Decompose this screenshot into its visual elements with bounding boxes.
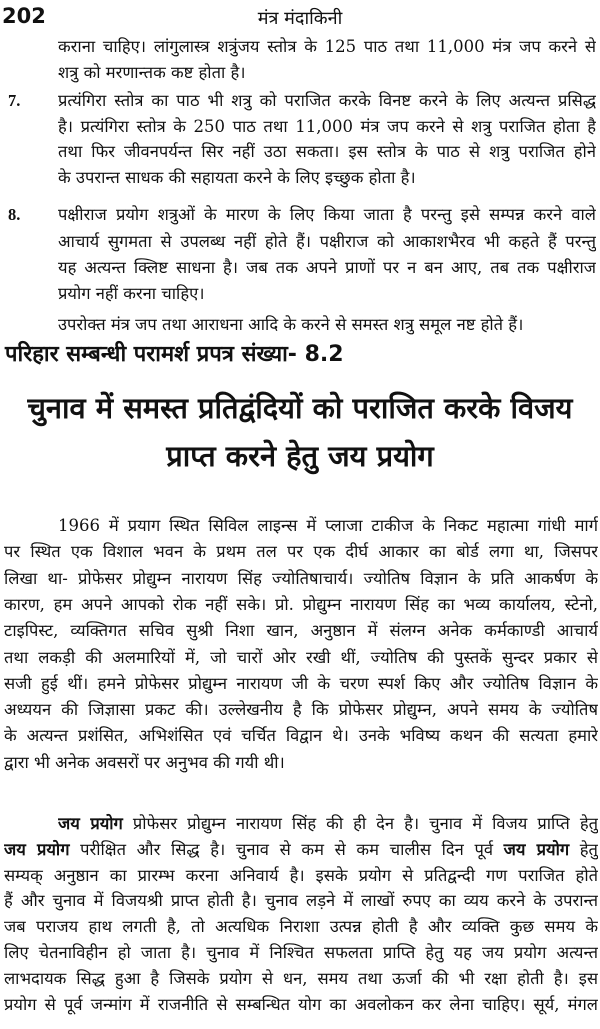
text-line	[4, 916, 598, 938]
section-heading: परिहार सम्बन्धी परामर्श प्रपत्र संख्या- 8.2	[5, 342, 344, 367]
text-segment: जब पराजय हाथ लगती है, तो अत्यधिक निराशा उत्पन्न होती है और व्यक्ति कुछ समय के	[4, 917, 598, 937]
running-title: मंत्र मंदाकिनी	[257, 8, 343, 29]
text-line: प्रत्यंगिरा स्तोत्र का पाठ भी शत्रु को पराजित करके विनष्ट करने के लिए अत्यन्त प्रसिद्ध	[58, 91, 596, 110]
text-line	[58, 813, 598, 835]
text-line: पक्षीराज प्रयोग शत्रुओं के मारण के लिए किया जाता है परन्तु इसे सम्पन्न करने वाले	[58, 205, 596, 224]
text-line: के उपरान्त साधक की सहायता करने के लिए इच्छुक होता है।	[58, 168, 416, 187]
text-line: प्रयोग नहीं करना चाहिए।	[58, 284, 205, 303]
text-line	[4, 942, 598, 964]
bold-term: जय प्रयोग	[58, 814, 123, 833]
text-line	[4, 865, 598, 887]
item-number: 7.	[8, 91, 21, 110]
text-line	[4, 994, 598, 1016]
text-line: टाइपिस्ट, व्यक्तिगत सचिव सुश्री निशा खान, अनुष्ठान में संलग्न अनेक कर्मकाण्डी आचार्य	[4, 621, 598, 641]
text-line: तथा फिर जीवनपर्यन्त सिर नहीं उठा सकता। इस स्तोत्र के पाठ से शत्रु पराजित होने	[58, 142, 596, 161]
text-segment: प्रयोग से पूर्व जन्मांग में राजनीति से सम्बन्धित योग का अवलोकन कर लेना चाहिए। सूर्य, मंगल	[4, 994, 598, 1014]
text-segment: लाभदायक सिद्ध हुआ है जिसके प्रयोग से धन, समय तथा ऊर्जा की भी रक्षा होती है। इस	[4, 968, 598, 988]
item-number: 8.	[8, 205, 21, 224]
bold-term: जय प्रयोग	[4, 839, 70, 859]
text-line: लिखा था- प्रोफेसर प्रोद्युम्न नारायण सिंह ज्योतिषाचार्य। ज्योतिष विज्ञान के प्रति आकर्षण के	[4, 568, 598, 588]
text-line	[4, 890, 598, 912]
text-segment: सम्यक् अनुष्ठान का प्रारम्भ करना अनिवार्य है। इसके प्रयोग से प्रतिद्वन्दी गण पराजित होते	[4, 865, 598, 885]
bold-term: जय प्रयोग	[503, 839, 570, 859]
text-line: आचार्य सुगमता से उपलब्ध नहीं होते हैं। पक्षीराज को आकाशभैरव भी कहते हैं परन्तु	[58, 232, 596, 251]
chapter-title-line-1: चुनाव में समस्त प्रतिद्वंदियों को पराजित करके विजय	[27, 391, 573, 425]
text-line: कारण, हम अपने आपको रोक नहीं सके। प्रो. प्रोद्युम्न नारायण सिंह का भव्य कार्यालय, स्टेनो,	[4, 594, 598, 614]
text-line: तथा लकड़ी की अलमारियों में, जो चारों ओर रखी थीं, ज्योतिष की पुस्तकें सुन्दर प्रकार से	[4, 647, 598, 667]
text-segment: हेतु	[569, 839, 598, 859]
text-segment: परीक्षित और सिद्ध है। चुनाव से कम से कम चालीस दिन पूर्व	[69, 839, 504, 859]
text-line: यह अत्यन्त क्लिष्ट साधना है। जब तक अपने प्राणों पर न बन आए, तब तक पक्षीराज	[58, 258, 596, 277]
text-segment: प्रोफेसर प्रोद्युम्न नारायण सिंह की ही देन है। चुनाव में विजय प्राप्ति हेतु	[122, 814, 598, 833]
text-segment: लिए चेतनाविहीन हो जाता है। चुनाव में निश्चित सफलता प्राप्ति हेतु यह जय प्रयोग अत्यन्त	[4, 943, 598, 962]
text-line: कराना चाहिए। लांगुलास्त्र शत्रुंजय स्तोत्र के 125 पाठ तथा 11,000 मंत्र जप करने से	[58, 37, 596, 56]
text-line: पर स्थित एक विशाल भवन के प्रथम तल पर एक दीर्घ आकार का बोर्ड लगा था, जिसपर	[4, 542, 598, 562]
chapter-title-line-2: प्राप्त करने हेतु जय प्रयोग	[166, 439, 434, 473]
text-line: सजी हुई थीं। हमने प्रोफेसर प्रोद्युम्न नारायण जी के चरण स्पर्श किए और ज्योतिष विज्ञान के	[4, 673, 598, 693]
text-line	[4, 839, 598, 861]
text-line: है। प्रत्यंगिरा स्तोत्र के 250 पाठ तथा 11,000 मंत्र जप करने से शत्रु पराजित होता है	[58, 117, 596, 136]
page-number: 202	[2, 4, 46, 28]
text-line: उपरोक्त मंत्र जप तथा आराधना आदि के करने से समस्त शत्रु समूल नष्ट होते हैं।	[58, 315, 524, 334]
text-line: द्वारा भी अनेक अवसरों पर अनुभव की गयी थी।	[4, 752, 285, 772]
text-line	[4, 968, 598, 990]
text-line: शत्रु को मरणान्तक कष्ट होता है।	[58, 63, 246, 82]
text-line: 1966 में प्रयाग स्थित सिविल लाइन्स में प्लाजा टाकीज के निकट महात्मा गांधी मार्ग	[58, 516, 598, 535]
text-line: के अत्यन्त प्रशंसित, अभिशंसित एवं चर्चित विद्वान थे। उनके भविष्य कथन की सत्यता हमारे	[4, 726, 598, 746]
text-line: अध्ययन की जिज्ञासा प्रकट की। उल्लेखनीय है कि प्रोफेसर प्रोद्युम्न, अपने समय के ज्योतिष	[4, 700, 598, 720]
text-segment: हैं और चुनाव में विजयश्री प्राप्त होती है। चुनाव लड़ने में लाखों रुपए का व्यय करने के उपरान्त	[4, 891, 598, 911]
